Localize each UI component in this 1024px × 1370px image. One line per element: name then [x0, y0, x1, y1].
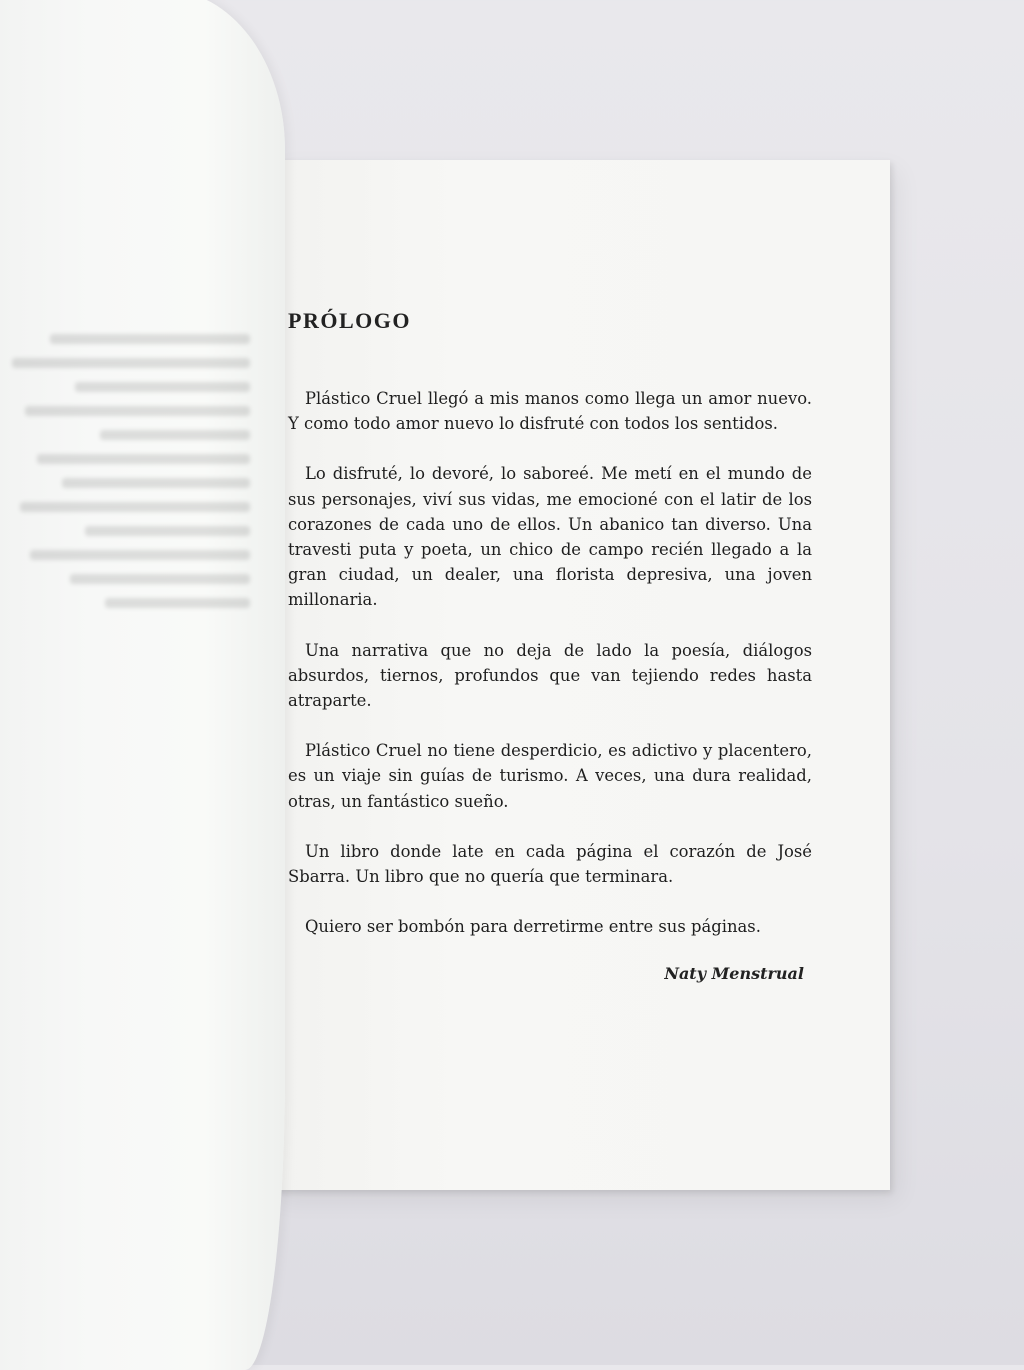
paragraph-6: Quiero ser bombón para derretirme entre sus páginas.	[305, 917, 761, 937]
page-title: PRÓLOGO	[288, 308, 411, 333]
paragraph-5: Un libro donde late en cada página el corazón de José Sbarra. Un libro que no quería que terminara.	[288, 841, 812, 887]
prologue-page	[288, 308, 812, 983]
bleed-through-text	[0, 320, 250, 622]
left-page	[0, 0, 285, 1370]
paragraph-3: Una narrativa que no deja de lado la poesía, diálogos absurdos, tiernos, profundos que van tejiendo redes hasta atraparte.	[288, 640, 812, 711]
author-signature: Naty Menstrual	[664, 964, 804, 984]
paragraph-1: Plástico Cruel llegó a mis manos como llega un amor nuevo. Y como todo amor nuevo lo disfruté con todos los sentidos.	[288, 389, 812, 434]
paragraph-2: Lo disfruté, lo devoré, lo saboreé. Me metí en el mundo de sus personajes, viví sus vidas, me emocioné con el latir de los corazones de cada uno de ellos. Un abanico tan diverso. Una travesti puta y poeta, un chico de campo recién llegado a la gran ciudad, un dealer, una florista depresiva, una joven millonaria.	[288, 464, 812, 610]
paragraph-4: Plástico Cruel no tiene desperdicio, es adictivo y placentero, es un viaje sin guías de turismo. A veces, una dura realidad, otras, un fantástico sueño.	[288, 741, 812, 811]
